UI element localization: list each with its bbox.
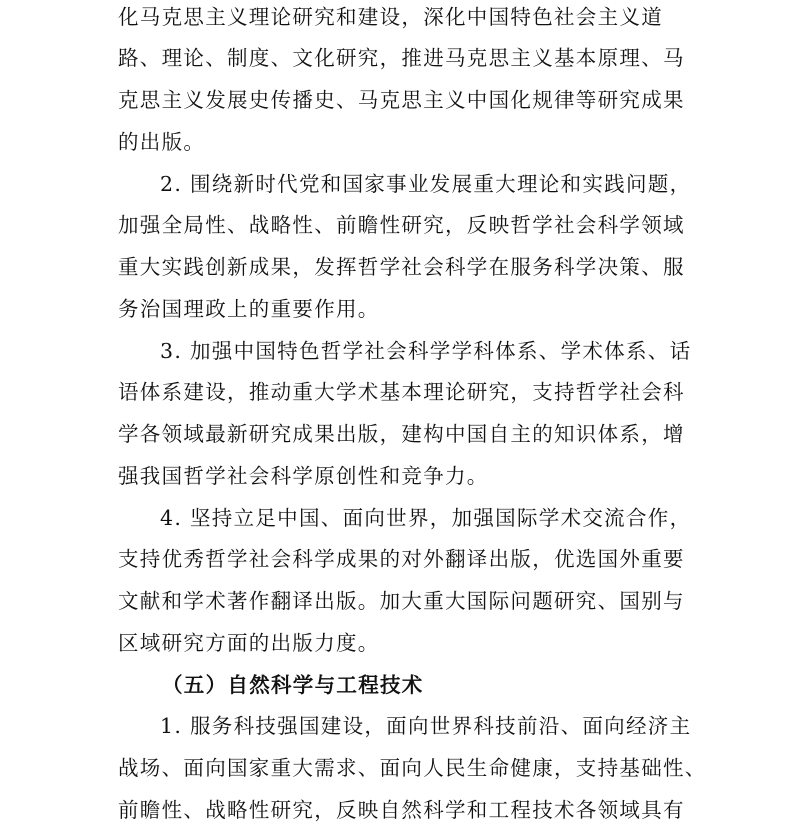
paragraph-start-2: 2. 围绕新时代党和国家事业发展重大理论和实践问题，	[160, 172, 692, 196]
paragraph-start-1: 1. 服务科技强国建设，面向世界科技前沿、面向经济主	[160, 714, 692, 738]
text-line: 语体系建设，推动重大学术基本理论研究，支持哲学社会科	[118, 380, 685, 404]
text-line: 区域研究方面的出版力度。	[118, 631, 380, 655]
text-line: 务治国理政上的重要作用。	[118, 297, 380, 321]
text-line: 加强全局性、战略性、前瞻性研究，反映哲学社会科学领域	[118, 213, 685, 237]
paragraph-start-4: 4. 坚持立足中国、面向世界，加强国际学术交流合作，	[160, 506, 692, 530]
text-line: 支持优秀哲学社会科学成果的对外翻译出版，优选国外重要	[118, 547, 685, 571]
text-line: 重大实践创新成果，发挥哲学社会科学在服务科学决策、服	[118, 255, 685, 279]
text-line: 战场、面向国家重大需求、面向人民生命健康，支持基础性、	[118, 756, 707, 780]
text-line: 化马克思主义理论研究和建设，深化中国特色社会主义道	[118, 5, 663, 29]
text-line: 前瞻性、战略性研究，反映自然科学和工程技术各领域具有	[118, 798, 685, 822]
text-line: 学各领域最新研究成果出版，建构中国自主的知识体系，增	[118, 422, 685, 446]
text-line: 克思主义发展史传播史、马克思主义中国化规律等研究成果	[118, 88, 685, 112]
section-heading: （五）自然科学与工程技术	[162, 673, 424, 697]
text-line: 路、理论、制度、文化研究，推进马克思主义基本原理、马	[118, 46, 685, 70]
text-line: 的出版。	[118, 130, 206, 154]
text-line: 文献和学术著作翻译出版。加大重大国际问题研究、国别与	[118, 589, 685, 613]
paragraph-start-3: 3. 加强中国特色哲学社会科学学科体系、学术体系、话	[160, 339, 692, 363]
text-line: 强我国哲学社会科学原创性和竞争力。	[118, 464, 489, 488]
